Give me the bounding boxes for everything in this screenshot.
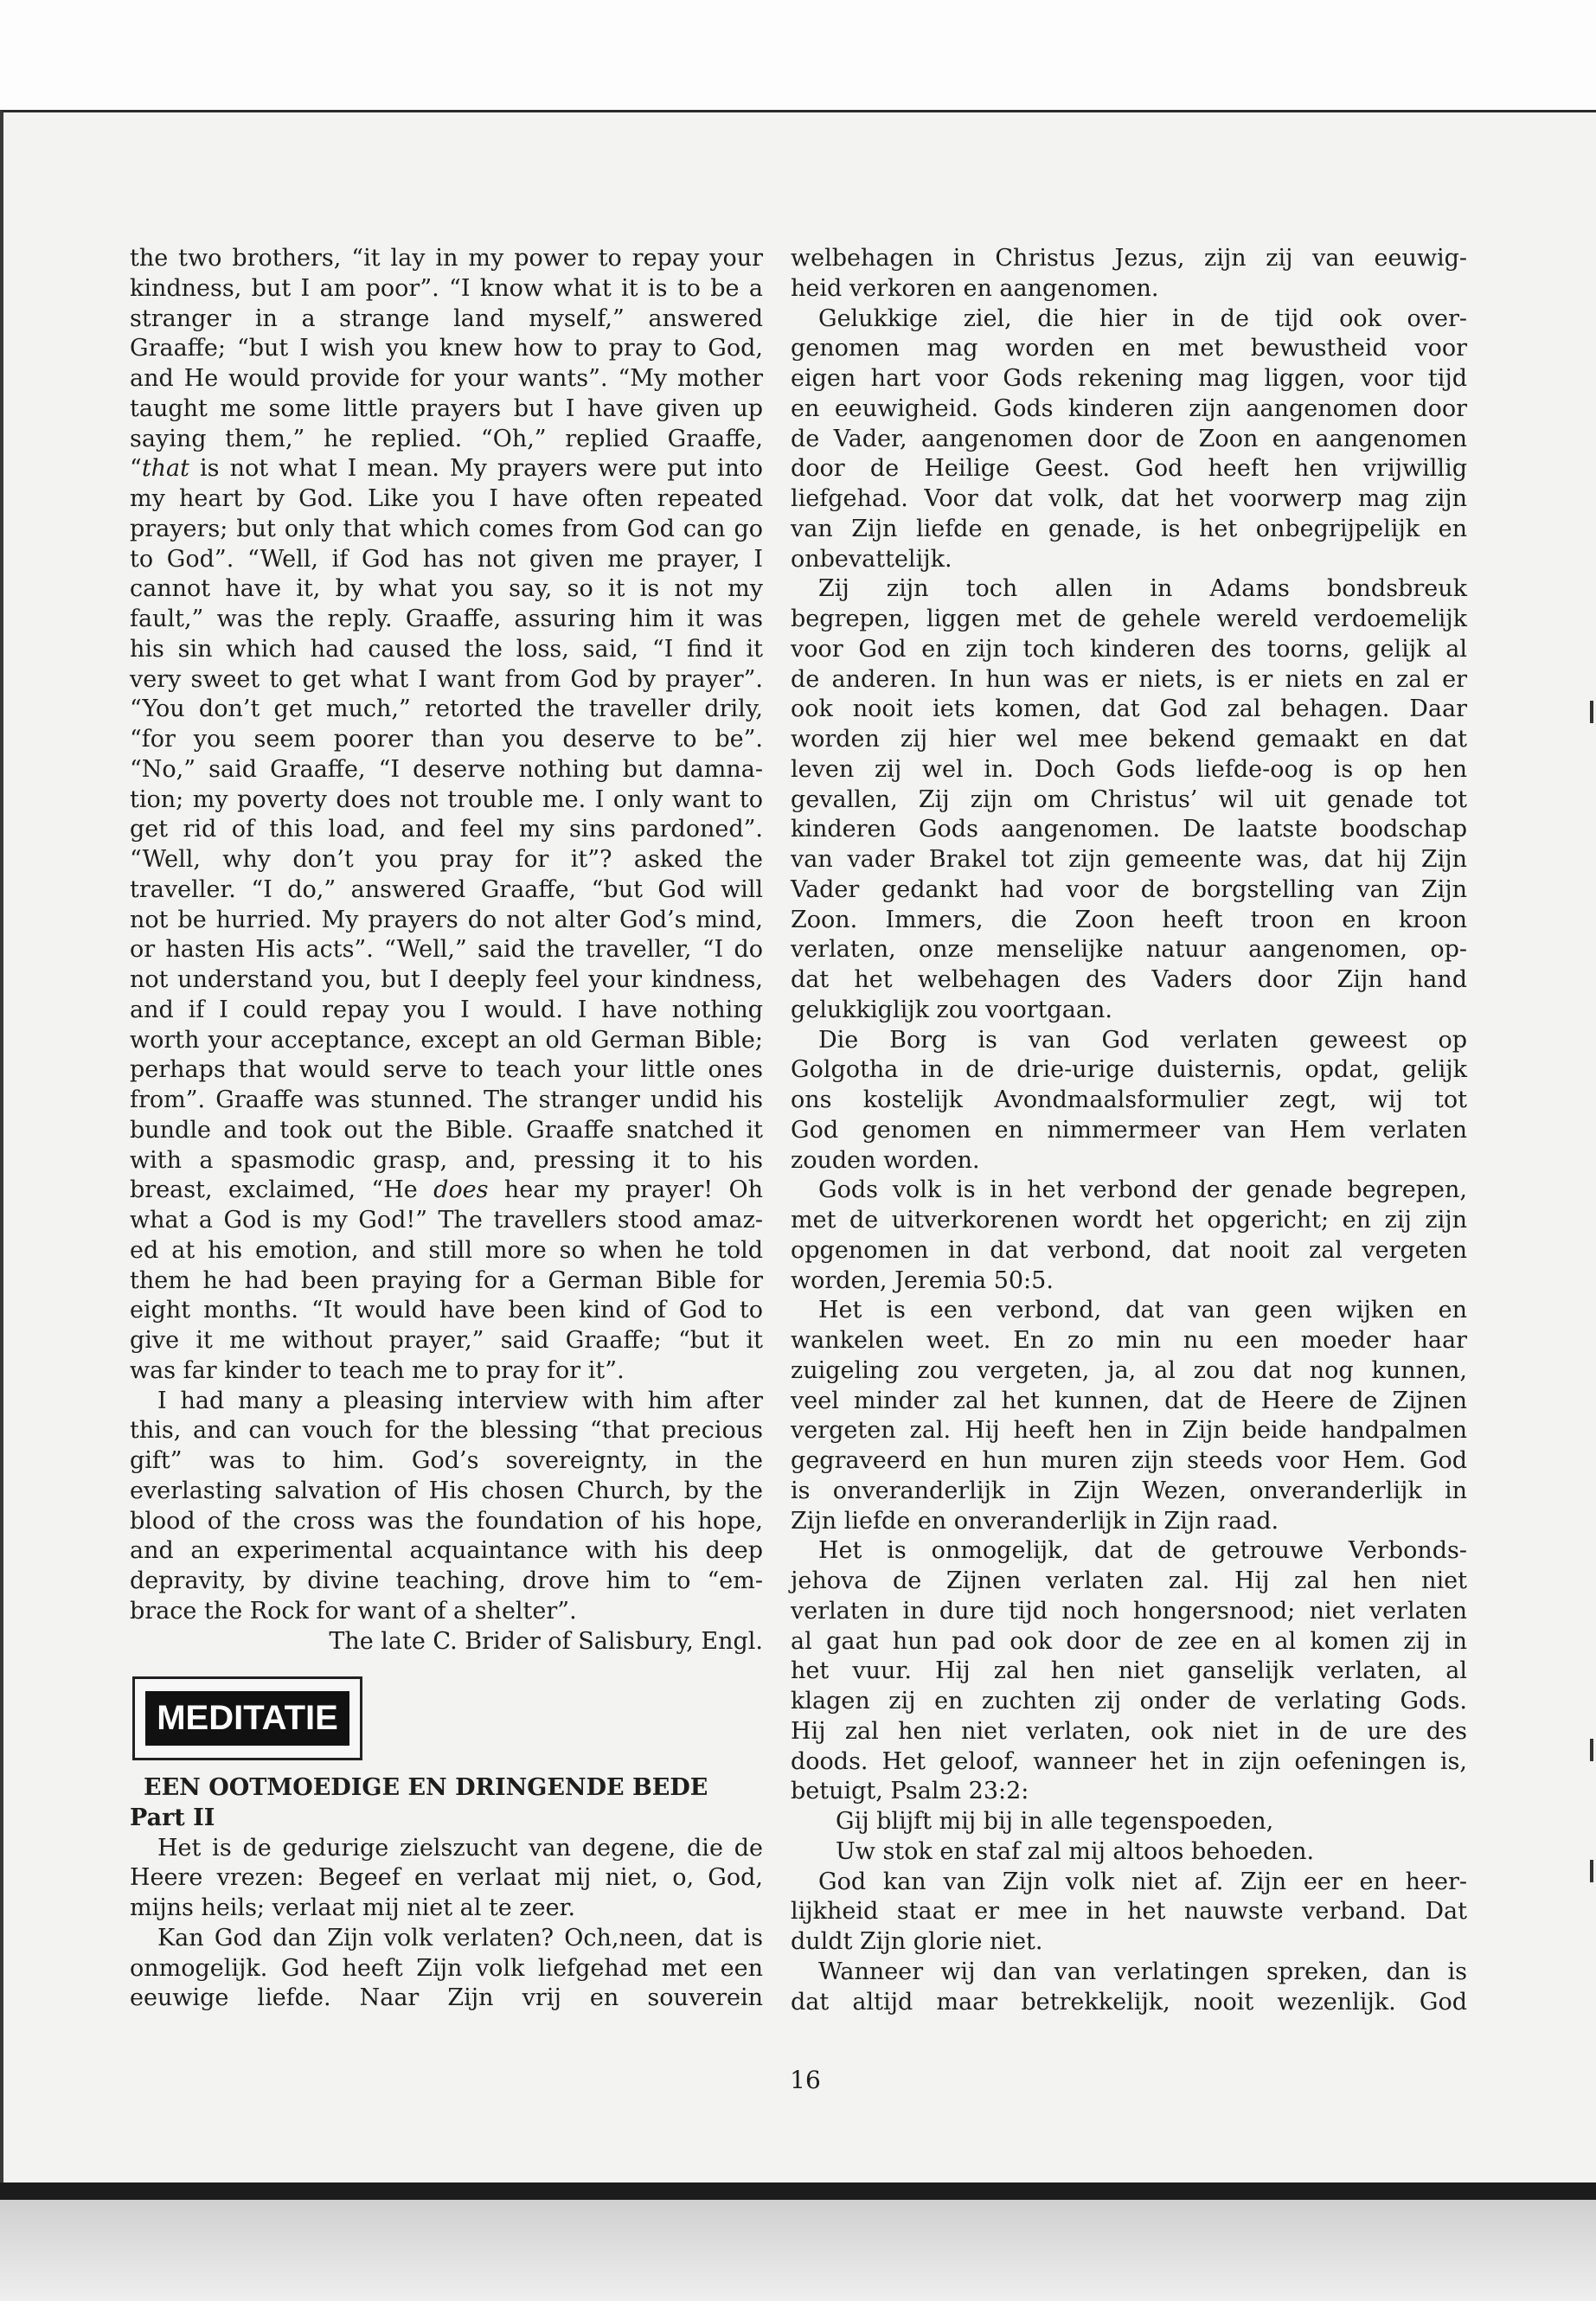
- text-line: depravity, by divine teaching, drove him to “em-: [130, 1567, 763, 1594]
- scan-bottom-edge: [0, 2182, 1596, 2200]
- text-line: not be hurried. My prayers do not alter God’s mind,: [130, 906, 763, 933]
- text-line: very sweet to get what I want from God by prayer”.: [130, 665, 763, 693]
- left-column-meditation: [130, 1773, 763, 2014]
- text-line: blood of the cross was the foundation of his hope,: [130, 1507, 763, 1535]
- scan-edge-mark: [1590, 1860, 1593, 1882]
- text-line: “No,” said Graaffe, “I deserve nothing but damna-: [130, 755, 763, 783]
- text-line: [130, 1176, 763, 1206]
- text-line: ook nooit iets komen, dat God zal behagen. Daar: [791, 695, 1467, 723]
- text-line: from”. Graaffe was stunned. The stranger undid his: [130, 1086, 763, 1113]
- paragraph: [791, 1026, 1467, 1176]
- text-line: kinderen Gods aangenomen. De laatste boodschap: [791, 816, 1467, 843]
- text-line: worden, Jeremia 50:5.: [791, 1266, 1054, 1294]
- text-line: vergeten zal. Hij heeft hen in Zijn beide handpalmen: [791, 1417, 1467, 1445]
- psalm-verse: [791, 1807, 1467, 1868]
- text-line: “for you seem poorer than you deserve to be”.: [130, 726, 763, 753]
- text-line: Hij zal hen niet verlaten, ook niet in de ure des: [791, 1717, 1467, 1745]
- text-line: this, and can vouch for the blessing “that precious: [130, 1417, 763, 1445]
- paragraph: [130, 1924, 763, 2014]
- text-line: is onveranderlijk in Zijn Wezen, onveranderlijk in: [791, 1477, 1467, 1504]
- text-line: lijkheid staat er mee in het nauwste verband. Dat: [791, 1898, 1467, 1926]
- text-line: EEN OOTMOEDIGE EN DRINGENDE BEDE: [144, 1774, 708, 1801]
- text-line: Gelukkige ziel, die hier in de tijd ook over-: [818, 304, 1467, 332]
- text-line: “Well, why don’t you pray for it”? asked the: [130, 846, 763, 873]
- text-line: tion; my poverty does not trouble me. I only want to: [130, 785, 763, 813]
- text-line: Zijn liefde en onveranderlijk in Zijn raad.: [791, 1507, 1279, 1535]
- text-line: saying them,” he replied. “Oh,” replied Graaffe,: [130, 425, 763, 452]
- text-line: veel minder zal het kunnen, dat de Heere de Zijnen: [791, 1387, 1467, 1414]
- text-line: taught me some little prayers but I have given up: [130, 394, 763, 422]
- text-line: heid verkoren en aangenomen.: [791, 274, 1159, 302]
- text-line: Golgotha in de drie-urige duisternis, opdat, gelijk: [791, 1056, 1467, 1084]
- text-line: stranger in a strange land myself,” answered: [130, 304, 763, 332]
- text-line: onmogelijk. God heeft Zijn volk liefgehad met een: [130, 1954, 763, 1982]
- text-segment: hear my prayer! Oh: [488, 1176, 763, 1204]
- meditatie-section-badge: [132, 1676, 362, 1760]
- text-line: gevallen, Zij zijn om Christus’ wil uit genade tot: [791, 785, 1467, 813]
- text-line: mijns heils; verlaat mij niet al te zeer.: [130, 1894, 576, 1921]
- text-line: prayers; but only that which comes from God can go: [130, 515, 763, 542]
- scan-edge-mark: [1590, 1739, 1593, 1761]
- text-line: dat het welbehagen des Vaders door Zijn hand: [791, 966, 1467, 993]
- text-line: Zoon. Immers, die Zoon heeft troon en kroon: [791, 906, 1467, 933]
- text-line: The late C. Brider of Salisbury, Engl.: [329, 1627, 763, 1655]
- text-line: Heere vrezen: Begeef en verlaat mij niet, o, God,: [130, 1864, 763, 1892]
- text-line: Die Borg is van God verlaten geweest op: [818, 1026, 1467, 1054]
- text-line: his sin which had caused the loss, said, “I find it: [130, 635, 763, 663]
- text-line: them he had been praying for a German Bible for: [130, 1266, 763, 1294]
- text-line: leven zij wel in. Doch Gods liefde-oog is op hen: [791, 755, 1467, 783]
- text-line: duldt Zijn glorie niet.: [791, 1928, 1043, 1955]
- text-line: fault,” was the reply. Graaffe, assuring him it was: [130, 606, 763, 632]
- paragraph: [791, 1868, 1467, 1958]
- text-line: genomen mag worden en met bewustheid voor: [791, 335, 1467, 362]
- text-line: Het is een verbond, dat van geen wijken en: [818, 1297, 1467, 1324]
- text-line: Vader gedankt had voor de borgstelling van Zijn: [791, 875, 1467, 903]
- text-line: everlasting salvation of His chosen Church, by the: [130, 1477, 763, 1504]
- text-line: not understand you, but I deeply feel your kindness,: [130, 966, 763, 993]
- text-line: wankelen weet. En zo min nu een moeder haar: [791, 1327, 1467, 1354]
- text-line: ons kostelijk Avondmaalsformulier zegt, wij tot: [791, 1086, 1467, 1113]
- text-line: Part II: [130, 1804, 215, 1831]
- text-line: cannot have it, by what you say, so it is not my: [130, 575, 763, 603]
- text-line: with a spasmodic grasp, and, pressing it to his: [130, 1146, 763, 1174]
- paragraph: [791, 1176, 1467, 1296]
- left-column-article-end: [130, 244, 763, 1657]
- text-line: and if I could repay you I would. I have nothing: [130, 996, 763, 1023]
- text-line: eight months. “It would have been kind of God to: [130, 1297, 763, 1324]
- text-line: gegraveerd en hun muren zijn steeds voor Hem. God: [791, 1447, 1467, 1474]
- paragraph: [130, 1834, 763, 1924]
- text-line: God genomen en nimmermeer van Hem verlaten: [791, 1116, 1467, 1144]
- text-line: met de uitverkorenen wordt het opgericht; en zij zijn: [791, 1207, 1467, 1234]
- text-line: van vader Brakel tot zijn gemeente was, dat hij Zijn: [791, 846, 1467, 873]
- text-line: dat altijd maar betrekkelijk, nooit wezenlijk. God: [791, 1988, 1467, 2016]
- text-line: and He would provide for your wants”. “My mother: [130, 365, 763, 392]
- text-line: klagen zij en zuchten zij onder de verlating Gods.: [791, 1688, 1467, 1715]
- text-line: Het is de gedurige zielszucht van degene, die de: [157, 1834, 763, 1862]
- text-line: brace the Rock for want of a shelter”.: [130, 1597, 577, 1625]
- text-line: and an experimental acquaintance with his deep: [130, 1537, 763, 1565]
- scan-edge-mark: [1590, 701, 1593, 723]
- text-line: Zij zijn toch allen in Adams bondsbreuk: [818, 575, 1467, 603]
- text-line: God kan van Zijn volk niet af. Zijn eer en heer-: [818, 1868, 1467, 1895]
- paragraph: [791, 1536, 1467, 1807]
- text-line: opgenomen in dat verbond, dat nooit zal vergeten: [791, 1236, 1467, 1264]
- text-segment: is not what I mean. My prayers were put into: [189, 455, 763, 483]
- text-line: gift” was to him. God’s sovereignty, in the: [130, 1447, 763, 1474]
- paragraph: [791, 244, 1467, 304]
- text-line: begrepen, liggen met de gehele wereld verdoemelijk: [791, 606, 1467, 632]
- paragraph: [130, 1387, 763, 1627]
- page-number: 16: [790, 2066, 821, 2094]
- text-line: I had many a pleasing interview with him after: [157, 1387, 763, 1414]
- text-line: kindness, but I am poor”. “I know what it is to be a: [130, 274, 763, 302]
- text-line: verlaten in dure tijd noch hongersnood; niet verlaten: [791, 1597, 1467, 1625]
- text-line: door de Heilige Geest. God heeft hen vrijwillig: [791, 455, 1467, 483]
- text-line: Graaffe; “but I wish you knew how to pray to God,: [130, 335, 763, 362]
- text-segment: breast, exclaimed, “He: [130, 1176, 434, 1204]
- text-segment: “: [130, 455, 142, 483]
- text-line: worden zij hier wel mee bekend gemaakt en dat: [791, 726, 1467, 753]
- article-subheading: [130, 1804, 763, 1834]
- text-line: liefgehad. Voor dat volk, dat het voorwerp mag zijn: [791, 485, 1467, 512]
- text-line: eeuwige liefde. Naar Zijn vrij en souverein: [130, 1984, 763, 2012]
- text-line: jehova de Zijnen verlaten zal. Hij zal hen niet: [791, 1567, 1467, 1594]
- text-line: worth your acceptance, except an old German Bible;: [130, 1026, 763, 1054]
- text-line: perhaps that would serve to teach your little ones: [130, 1056, 763, 1084]
- text-line: voor God en zijn toch kinderen des toorns, gelijk al: [791, 635, 1467, 663]
- text-line: al gaat hun pad ook door de zee en al komen zij in: [791, 1627, 1467, 1655]
- text-line: give it me without prayer,” said Graaffe; “but it: [130, 1327, 763, 1354]
- text-line: Uw stok en staf zal mij altoos behoeden.: [836, 1837, 1315, 1865]
- text-line: de anderen. In hun was er niets, is er niets en zal er: [791, 665, 1467, 693]
- text-line: onbevattelijk.: [791, 545, 952, 573]
- text-line: het vuur. Hij zal hen niet ganselijk verlaten, al: [791, 1657, 1467, 1685]
- text-line: zouden worden.: [791, 1146, 980, 1174]
- text-line: Wanneer wij dan van verlatingen spreken, dan is: [818, 1958, 1467, 1985]
- text-line: betuigt, Psalm 23:2:: [791, 1778, 1029, 1805]
- text-line: en eeuwigheid. Gods kinderen zijn aangenomen door: [791, 394, 1467, 422]
- text-line: de Vader, aangenomen door de Zoon en aangenomen: [791, 425, 1467, 452]
- text-line: my heart by God. Like you I have often repeated: [130, 485, 763, 512]
- text-line: verlaten, onze menselijke natuur aangenomen, op-: [791, 936, 1467, 964]
- text-line: Gods volk is in het verbond der genade begrepen,: [818, 1176, 1467, 1204]
- text-line: get rid of this load, and feel my sins pardoned”.: [130, 816, 763, 843]
- text-line: to God”. “Well, if God has not given me prayer, I: [130, 545, 763, 573]
- article-heading: [130, 1773, 763, 1804]
- text-line: traveller. “I do,” answered Graaffe, “but God will: [130, 875, 763, 903]
- meditatie-label: MEDITATIE: [145, 1691, 349, 1746]
- text-line: Kan God dan Zijn volk verlaten? Och,neen, dat is: [157, 1924, 763, 1952]
- paragraph: [791, 1958, 1467, 2018]
- text-line: eigen hart voor Gods rekening mag liggen, voor tijd: [791, 365, 1467, 392]
- text-line: Gij blijft mij bij in alle tegenspoeden,: [836, 1808, 1274, 1835]
- text-line: or hasten His acts”. “Well,” said the traveller, “I do: [130, 936, 763, 964]
- text-line: bundle and took out the Bible. Graaffe snatched it: [130, 1116, 763, 1144]
- text-line: what a God is my God!” The travellers stood amaz-: [130, 1207, 763, 1234]
- scan-bottom-shadow: [0, 2200, 1596, 2301]
- text-line: zuigeling zou vergeten, ja, al zou dat nog kunnen,: [791, 1356, 1467, 1384]
- italic-emphasis: that: [141, 455, 189, 483]
- text-line: [130, 454, 763, 484]
- text-line: van Zijn liefde en genade, is het onbegrijpelijk en: [791, 515, 1467, 542]
- text-line: “You don’t get much,” retorted the traveller drily,: [130, 695, 763, 723]
- text-line: welbehagen in Christus Jezus, zijn zij van eeuwig-: [791, 245, 1467, 272]
- text-line: Het is onmogelijk, dat de getrouwe Verbonds-: [818, 1537, 1467, 1565]
- paragraph: [130, 244, 763, 1387]
- author-signature: [130, 1627, 763, 1657]
- italic-emphasis: does: [433, 1176, 489, 1204]
- text-line: the two brothers, “it lay in my power to repay your: [130, 245, 763, 272]
- text-line: gelukkiglijk zou voortgaan.: [791, 996, 1112, 1023]
- paragraph: [791, 1296, 1467, 1536]
- paragraph: [791, 574, 1467, 1025]
- right-column-meditation: [791, 244, 1467, 2017]
- paragraph: [791, 304, 1467, 575]
- text-line: doods. Het geloof, wanneer het in zijn oefeningen is,: [791, 1747, 1467, 1775]
- text-line: ed at his emotion, and still more so when he told: [130, 1236, 763, 1264]
- text-line: was far kinder to teach me to pray for it”.: [130, 1356, 625, 1384]
